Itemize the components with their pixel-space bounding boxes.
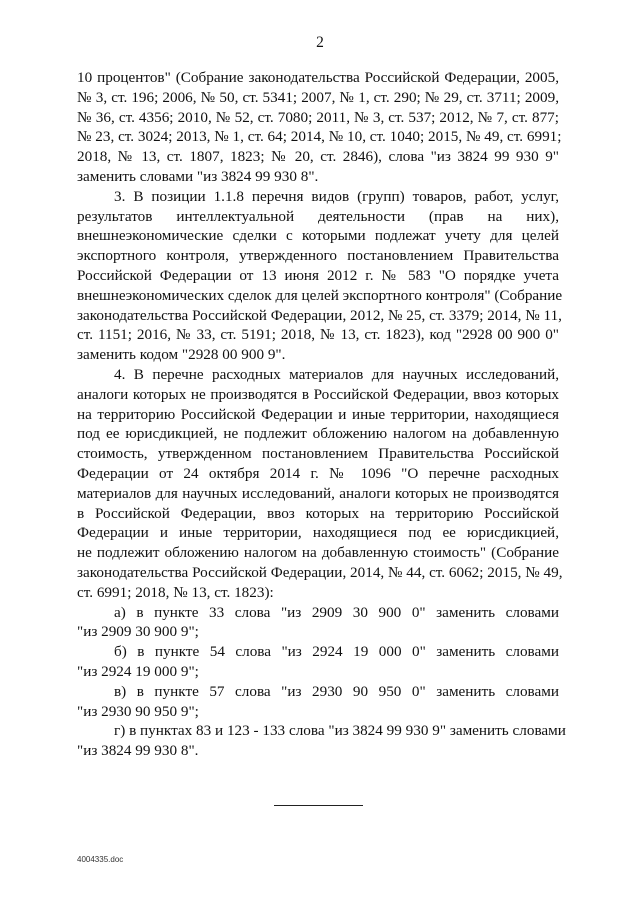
subitem-g: [77, 721, 566, 761]
subitem-v: [77, 682, 559, 722]
text-line: 4. В перечне расходных материалов для научных исследований,: [114, 365, 559, 383]
text-line: ст. 1151; 2016, № 33, ст. 5191; 2018, № 13, ст. 1823), код "2928 00 900 0": [77, 326, 559, 344]
text-line: ст. 6991; 2018, № 13, ст. 1823):: [77, 583, 274, 601]
paragraph-continuation: [77, 68, 562, 187]
text-line: под ее юрисдикцией, не подлежит обложению налогом на добавленную: [77, 425, 559, 443]
text-line: б) в пункте 54 слова "из 2924 19 000 0" заменить словами: [114, 643, 559, 661]
text-line: результатов интеллектуальной деятельности (прав на них),: [77, 207, 559, 225]
text-line: законодательства Российской Федерации, 2012, № 25, ст. 3379; 2014, № 11,: [77, 306, 562, 324]
text-line: Федерации и иные территории, находящиеся под ее юрисдикцией,: [77, 524, 559, 542]
text-line: "из 2930 90 950 9";: [77, 702, 199, 720]
text-line: на территорию Российской Федерации и иные территории, находящиеся: [77, 405, 559, 423]
text-line: стоимость, утвержденном постановлением Правительства Российской: [77, 445, 559, 463]
text-line: экспортного контроля, утвержденного постановлением Правительства: [77, 247, 559, 265]
text-line: не подлежит обложению налогом на добавленную стоимость" (Собрание: [77, 544, 559, 562]
text-line: заменить словами "из 3824 99 930 8".: [77, 167, 319, 185]
text-line: Федерации от 24 октября 2014 г. № 1096 "О перечне расходных: [77, 464, 559, 482]
text-line: законодательства Российской Федерации, 2014, № 44, ст. 6062; 2015, № 49,: [77, 563, 563, 581]
paragraph-item-4: [77, 365, 563, 603]
text-line: № 23, ст. 3024; 2013, № 1, ст. 64; 2014, № 10, ст. 1040; 2015, № 49, ст. 6991;: [77, 128, 562, 146]
text-line: внешнеэкономических сделок для целей экспортного контроля" (Собрание: [77, 286, 563, 304]
text-line: г) в пунктах 83 и 123 - 133 слова "из 3824 99 930 9" заменить словами: [114, 722, 566, 740]
footer-file-reference: 4004335.doc: [77, 855, 124, 864]
text-line: 10 процентов" (Собрание законодательства Российской Федерации, 2005,: [77, 69, 559, 86]
text-line: аналоги которых не производятся в Российской Федерации, ввоз которых: [77, 385, 559, 403]
text-line: в Российской Федерации, ввоз которых на территорию Российской: [77, 504, 559, 522]
text-line: 2018, № 13, ст. 1807, 1823; № 20, ст. 2846), слова "из 3824 99 930 9": [77, 148, 559, 166]
paragraph-item-3: [77, 187, 563, 365]
text-line: 3. В позиции 1.1.8 перечня видов (групп) товаров, работ, услуг,: [114, 187, 559, 205]
text-line: Российской Федерации от 13 июня 2012 г. № 583 "О порядке учета: [77, 266, 559, 284]
document-body: [77, 68, 566, 761]
text-line: "из 3824 99 930 8".: [77, 742, 199, 760]
text-line: "из 2924 19 000 9";: [77, 662, 199, 680]
text-line: материалов для научных исследований, аналоги которых не производятся: [77, 484, 559, 502]
text-line: заменить кодом "2928 00 900 9".: [77, 346, 286, 364]
text-line: в) в пункте 57 слова "из 2930 90 950 0" заменить словами: [114, 682, 559, 700]
text-line: "из 2909 30 900 9";: [77, 623, 199, 641]
end-separator-line: [274, 805, 363, 806]
text-line: а) в пункте 33 слова "из 2909 30 900 0" заменить словами: [114, 603, 559, 621]
text-line: № 3, ст. 196; 2006, № 50, ст. 5341; 2007, № 1, ст. 290; № 29, ст. 3711; 2009,: [77, 88, 559, 106]
text-line: внешнеэкономические сделки с которыми подлежат учету для целей: [77, 227, 559, 245]
subitem-a: [77, 603, 559, 643]
subitem-b: [77, 642, 559, 682]
page-number: 2: [316, 34, 324, 51]
text-line: № 36, ст. 4356; 2010, № 52, ст. 7080; 2011, № 3, ст. 537; 2012, № 7, ст. 877;: [77, 108, 559, 126]
